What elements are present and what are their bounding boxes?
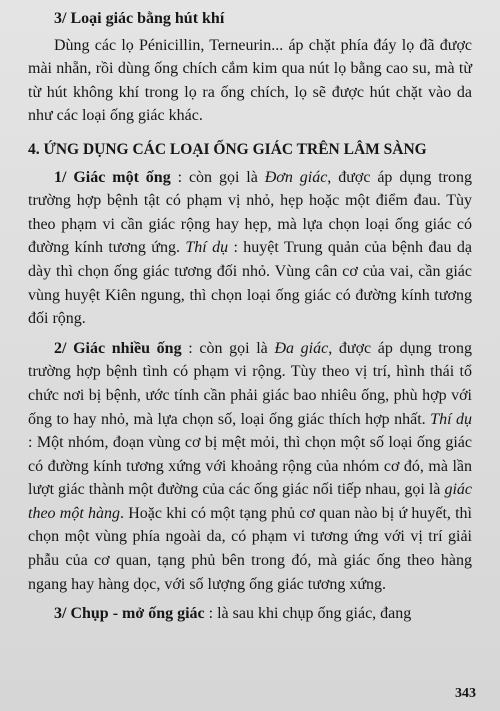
paragraph-single-cup: 1/ Giác một ống : còn gọi là Đơn giác, được áp dụng trong trường hợp bệnh tật có phạm vị nhỏ, hẹp hoặc một điểm đau. Tùy theo phạm vi cần giác rộng hay hẹp, mà lựa chọn loại ống giác có đường kính tương ứng. Thí dụ : huyệt Trung quản của bệnh đau dạ dày thì chọn ống giác tương đối nhỏ. Vùng cân cơ của vai, cần giác vùng huyệt Kiên ngung, thì chọn loại ống giác có đường kính tương đối rộng. <box>28 168 473 328</box>
paragraph-suction-cupping: Dùng các lọ Pénicillin, Terneurin... áp chặt phía đáy lọ đã được mài nhẵn, rồi dùng ống chích cắm kim qua nút lọ bằng cao su, mà từ từ hút không khí trong lọ ra ống chích, lọ sẽ được hút chặt vào da như các loại ống giác khác. <box>28 36 472 125</box>
example-label: Thí dụ <box>185 239 229 257</box>
section-heading-4: 4. ỨNG DỤNG CÁC LOẠI ỐNG GIÁC TRÊN LÂM SÀNG <box>28 140 427 158</box>
item-title: 3/ Chụp - mở ống giác <box>54 605 205 623</box>
term: Đa giác <box>274 339 329 357</box>
term: giác theo một hàng <box>28 481 472 522</box>
page-number: 343 <box>455 686 476 701</box>
page-content <box>28 6 472 626</box>
example-label: Thí dụ <box>430 410 473 428</box>
item-title: 1/ Giác một ống <box>54 168 171 186</box>
item-title: 2/ Giác nhiều ống <box>54 339 182 357</box>
paragraph-cup-open-close: 3/ Chụp - mở ống giác : là sau khi chụp ống giác, đang <box>54 605 412 623</box>
term: Đơn giác <box>264 168 328 186</box>
subsection-heading-3: 3/ Loại giác bằng hút khí <box>54 10 225 27</box>
paragraph-multiple-cups: 2/ Giác nhiều ống : còn gọi là Đa giác, được áp dụng trong trường hợp bệnh tình có phạm vi rộng. Tùy theo vị trí, hình thái tổ chức nơi bị bệnh, ước tính cần phải giác bao nhiêu ống, phù hợp với ống to hay nhỏ, mà lựa chọn số, loại ống giác thích hợp nhất. Thí dụ : Một nhóm, đoạn vùng cơ bị mệt mỏi, thì chọn một số loại ống giác có đường kính tương xứng với khoảng rộng của nhóm cơ đó, mà lần lượt giác thành một đường của các ống giác nối tiếp nhau, gọi là giác theo một hàng. Hoặc khi có một tạng phủ cơ quan nào bị ứ huyết, thì chọn một vùng phía ngoài da, có phạm vi tương ứng với vị trí giải phẫu của cơ quan, tạng phủ bên trong đó, mà giác ống theo hàng ngang hay hàng dọc, với số lượng ống giác tương xứng. <box>28 339 473 593</box>
